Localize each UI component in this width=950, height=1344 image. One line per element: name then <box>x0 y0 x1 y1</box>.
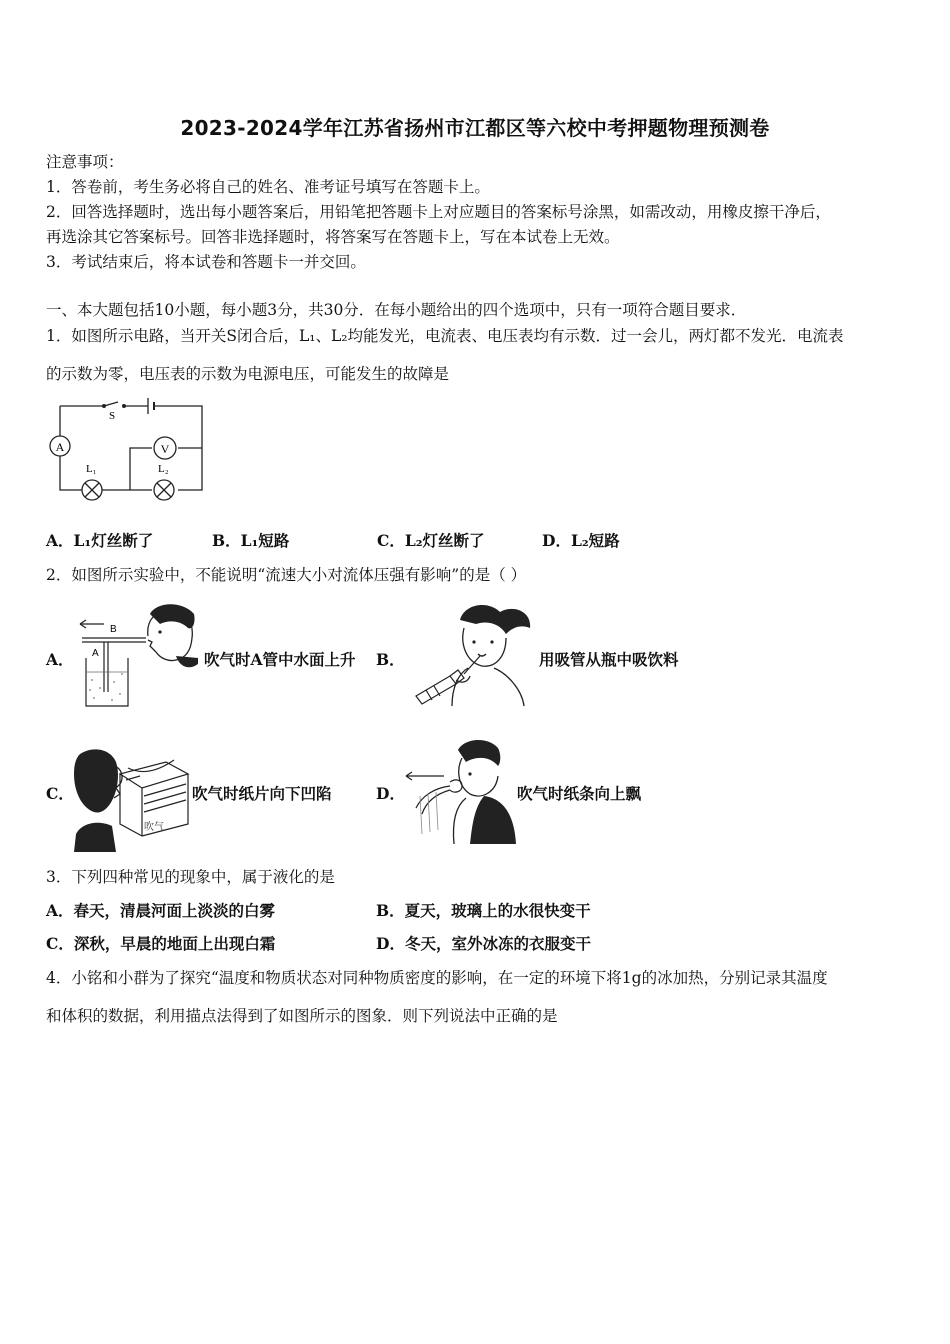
q2-option-b-text: 用吸管从瓶中吸饮料 <box>539 650 679 669</box>
fig-a-label-b: B <box>110 624 117 635</box>
q1-option-b: B．L₁短路 <box>212 531 290 550</box>
notice-item-2-cont: 再选涂其它答案标号。回答非选择题时，将答案写在答题卡上，写在本试卷上无效。 <box>46 228 620 246</box>
lamp-2-label: L₂ <box>158 463 169 475</box>
q1-option-d: D．L₂短路 <box>542 531 620 550</box>
q2-option-a-letter: A． <box>46 650 74 669</box>
q2-option-a-text: 吹气时A管中水面上升 <box>204 650 356 669</box>
q3-option-c: C．深秋，早晨的地面上出现白霜 <box>46 934 276 953</box>
q2-option-d-letter: D． <box>376 784 405 803</box>
q3-stem: 3．下列四种常见的现象中，属于液化的是 <box>46 868 335 886</box>
switch-label: S <box>109 410 116 422</box>
q3-option-a: A．春天，清晨河面上淡淡的白雾 <box>46 901 276 920</box>
q3-option-d: D．冬天，室外冰冻的衣服变干 <box>376 934 591 953</box>
lamp-1-label: L₁ <box>86 463 97 475</box>
q1-stem-line-1: 1．如图所示电路，当开关S闭合后，L₁、L₂均能发光，电流表、电压表均有示数．过一会儿，两灯都不发光．电流表 <box>46 327 844 345</box>
q2-stem: 2．如图所示实验中，不能说明“流速大小对流体压强有影响”的是（ ） <box>46 566 527 584</box>
notice-item-3: 3．考试结束后，将本试卷和答题卡一并交回。 <box>46 253 366 271</box>
q4-stem-line-2: 和体积的数据，利用描点法得到了如图所示的图象．则下列说法中正确的是 <box>46 1007 558 1025</box>
notice-heading: 注意事项： <box>46 153 124 171</box>
q3-option-b: B．夏天，玻璃上的水很快变干 <box>376 901 591 920</box>
q2-option-b-letter: B． <box>376 650 405 669</box>
q4-stem-line-1: 4．小铭和小群为了探究“温度和物质状态对同种物质密度的影响，在一定的环境下将1g的冰加热，分别记录其温度 <box>46 969 828 987</box>
q1-circuit-figure <box>44 394 210 506</box>
switch-blade <box>104 402 118 406</box>
fig-c-label: 吹气 <box>144 822 164 833</box>
fig-a-label-a: A <box>92 648 99 659</box>
q2-figure-d <box>404 736 518 848</box>
q2-option-d-text: 吹气时纸条向上飘 <box>517 784 642 803</box>
q2-figure-c <box>70 744 192 852</box>
ammeter-label: A <box>55 440 65 454</box>
q2-option-c-text: 吹气时纸片向下凹陷 <box>192 784 332 803</box>
q1-option-a: A．L₁灯丝断了 <box>46 531 154 550</box>
notice-item-1: 1．答卷前，考生务必将自己的姓名、准考证号填写在答题卡上。 <box>46 178 490 196</box>
q2-option-c-letter: C． <box>46 784 74 803</box>
q2-figure-b <box>404 598 538 710</box>
section-1-heading: 一、本大题包括10小题，每小题3分，共30分．在每小题给出的四个选项中，只有一项符合题目要求． <box>46 301 747 319</box>
notice-item-2: 2．回答选择题时，选出每小题答案后，用铅笔把答题卡上对应题目的答案标号涂黑，如需改动，用橡皮擦干净后， <box>46 203 831 221</box>
page-title: 2023-2024学年江苏省扬州市江都区等六校中考押题物理预测卷 <box>180 116 770 140</box>
voltmeter-label: V <box>160 442 170 456</box>
q1-option-c: C．L₂灯丝断了 <box>377 531 485 550</box>
q1-stem-line-2: 的示数为零，电压表的示数为电源电压，可能发生的故障是 <box>46 365 450 383</box>
q2-figure-a <box>76 598 202 710</box>
